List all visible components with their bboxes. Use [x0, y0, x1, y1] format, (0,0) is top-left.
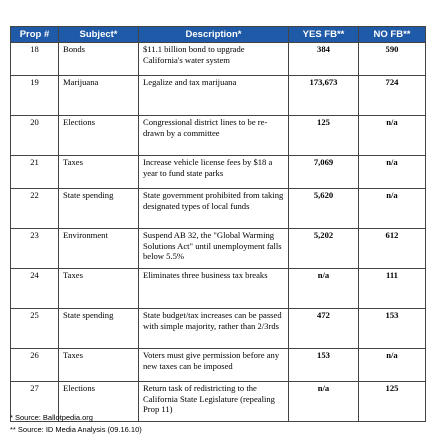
prop-number: 19: [11, 76, 59, 116]
description-cell: Voters must give permission before any new taxes can be imposed: [139, 349, 289, 382]
footnote-source-id-media: ** Source: ID Media Analysis (09.16.10): [10, 425, 142, 434]
prop-number: 23: [11, 229, 59, 269]
no-fb-cell: n/a: [359, 156, 426, 189]
yes-fb-cell: 472: [289, 309, 359, 349]
prop-number: 20: [11, 116, 59, 156]
yes-fb-cell: 5,202: [289, 229, 359, 269]
table-row: [11, 76, 426, 116]
no-fb-cell: n/a: [359, 189, 426, 229]
footnote-source-ballotpedia: * Source: Ballotpedia.org: [10, 413, 93, 422]
header-subject: Subject*: [59, 27, 139, 43]
propositions-table: [10, 26, 426, 422]
description-cell: Return task of redistricting to the California State Legislature (repealing Prop 11): [139, 382, 289, 422]
table-row: [11, 229, 426, 269]
subject-cell: Taxes: [59, 156, 139, 189]
yes-fb-cell: 384: [289, 43, 359, 76]
prop-number: 21: [11, 156, 59, 189]
yes-fb-cell: 7,069: [289, 156, 359, 189]
header-no-fb: NO FB**: [359, 27, 426, 43]
header-yes-fb: YES FB**: [289, 27, 359, 43]
header-row: [11, 27, 426, 43]
table-row: [11, 156, 426, 189]
prop-number: 25: [11, 309, 59, 349]
description-cell: State government prohibited from taking designated types of local funds: [139, 189, 289, 229]
no-fb-cell: 111: [359, 269, 426, 309]
yes-fb-cell: 125: [289, 116, 359, 156]
no-fb-cell: 724: [359, 76, 426, 116]
prop-number: 24: [11, 269, 59, 309]
subject-cell: Environment: [59, 229, 139, 269]
no-fb-cell: 590: [359, 43, 426, 76]
description-cell: Increase vehicle license fees by $18 a year to fund state parks: [139, 156, 289, 189]
subject-cell: Marijuana: [59, 76, 139, 116]
subject-cell: State spending: [59, 189, 139, 229]
description-cell: $11.1 billion bond to upgrade California's water system: [139, 43, 289, 76]
no-fb-cell: 612: [359, 229, 426, 269]
table-row: [11, 349, 426, 382]
subject-cell: Bonds: [59, 43, 139, 76]
header-prop-number: Prop #: [11, 27, 59, 43]
table-row: [11, 43, 426, 76]
prop-number: 26: [11, 349, 59, 382]
table-row: [11, 116, 426, 156]
prop-number: 22: [11, 189, 59, 229]
yes-fb-cell: 5,620: [289, 189, 359, 229]
description-cell: Legalize and tax marijuana: [139, 76, 289, 116]
subject-cell: State spending: [59, 309, 139, 349]
description-cell: Congressional district lines to be re-drawn by a committee: [139, 116, 289, 156]
table-row: [11, 269, 426, 309]
yes-fb-cell: 153: [289, 349, 359, 382]
description-cell: Suspend AB 32, the "Global Warming Solutions Act" until unemployment falls below 5.5%: [139, 229, 289, 269]
prop-number: 27: [11, 382, 59, 422]
description-cell: Eliminates three business tax breaks: [139, 269, 289, 309]
no-fb-cell: n/a: [359, 116, 426, 156]
description-cell: State budget/tax increases can be passed with simple majority, rather than 2/3rds: [139, 309, 289, 349]
yes-fb-cell: n/a: [289, 269, 359, 309]
subject-cell: Taxes: [59, 269, 139, 309]
table-row: [11, 309, 426, 349]
yes-fb-cell: 173,673: [289, 76, 359, 116]
no-fb-cell: n/a: [359, 349, 426, 382]
subject-cell: Elections: [59, 116, 139, 156]
prop-number: 18: [11, 43, 59, 76]
no-fb-cell: 153: [359, 309, 426, 349]
subject-cell: Taxes: [59, 349, 139, 382]
footnotes: [10, 412, 142, 436]
table-row: [11, 189, 426, 229]
no-fb-cell: 125: [359, 382, 426, 422]
subject-cell: Elections: [59, 382, 139, 422]
header-description: Description*: [139, 27, 289, 43]
yes-fb-cell: n/a: [289, 382, 359, 422]
